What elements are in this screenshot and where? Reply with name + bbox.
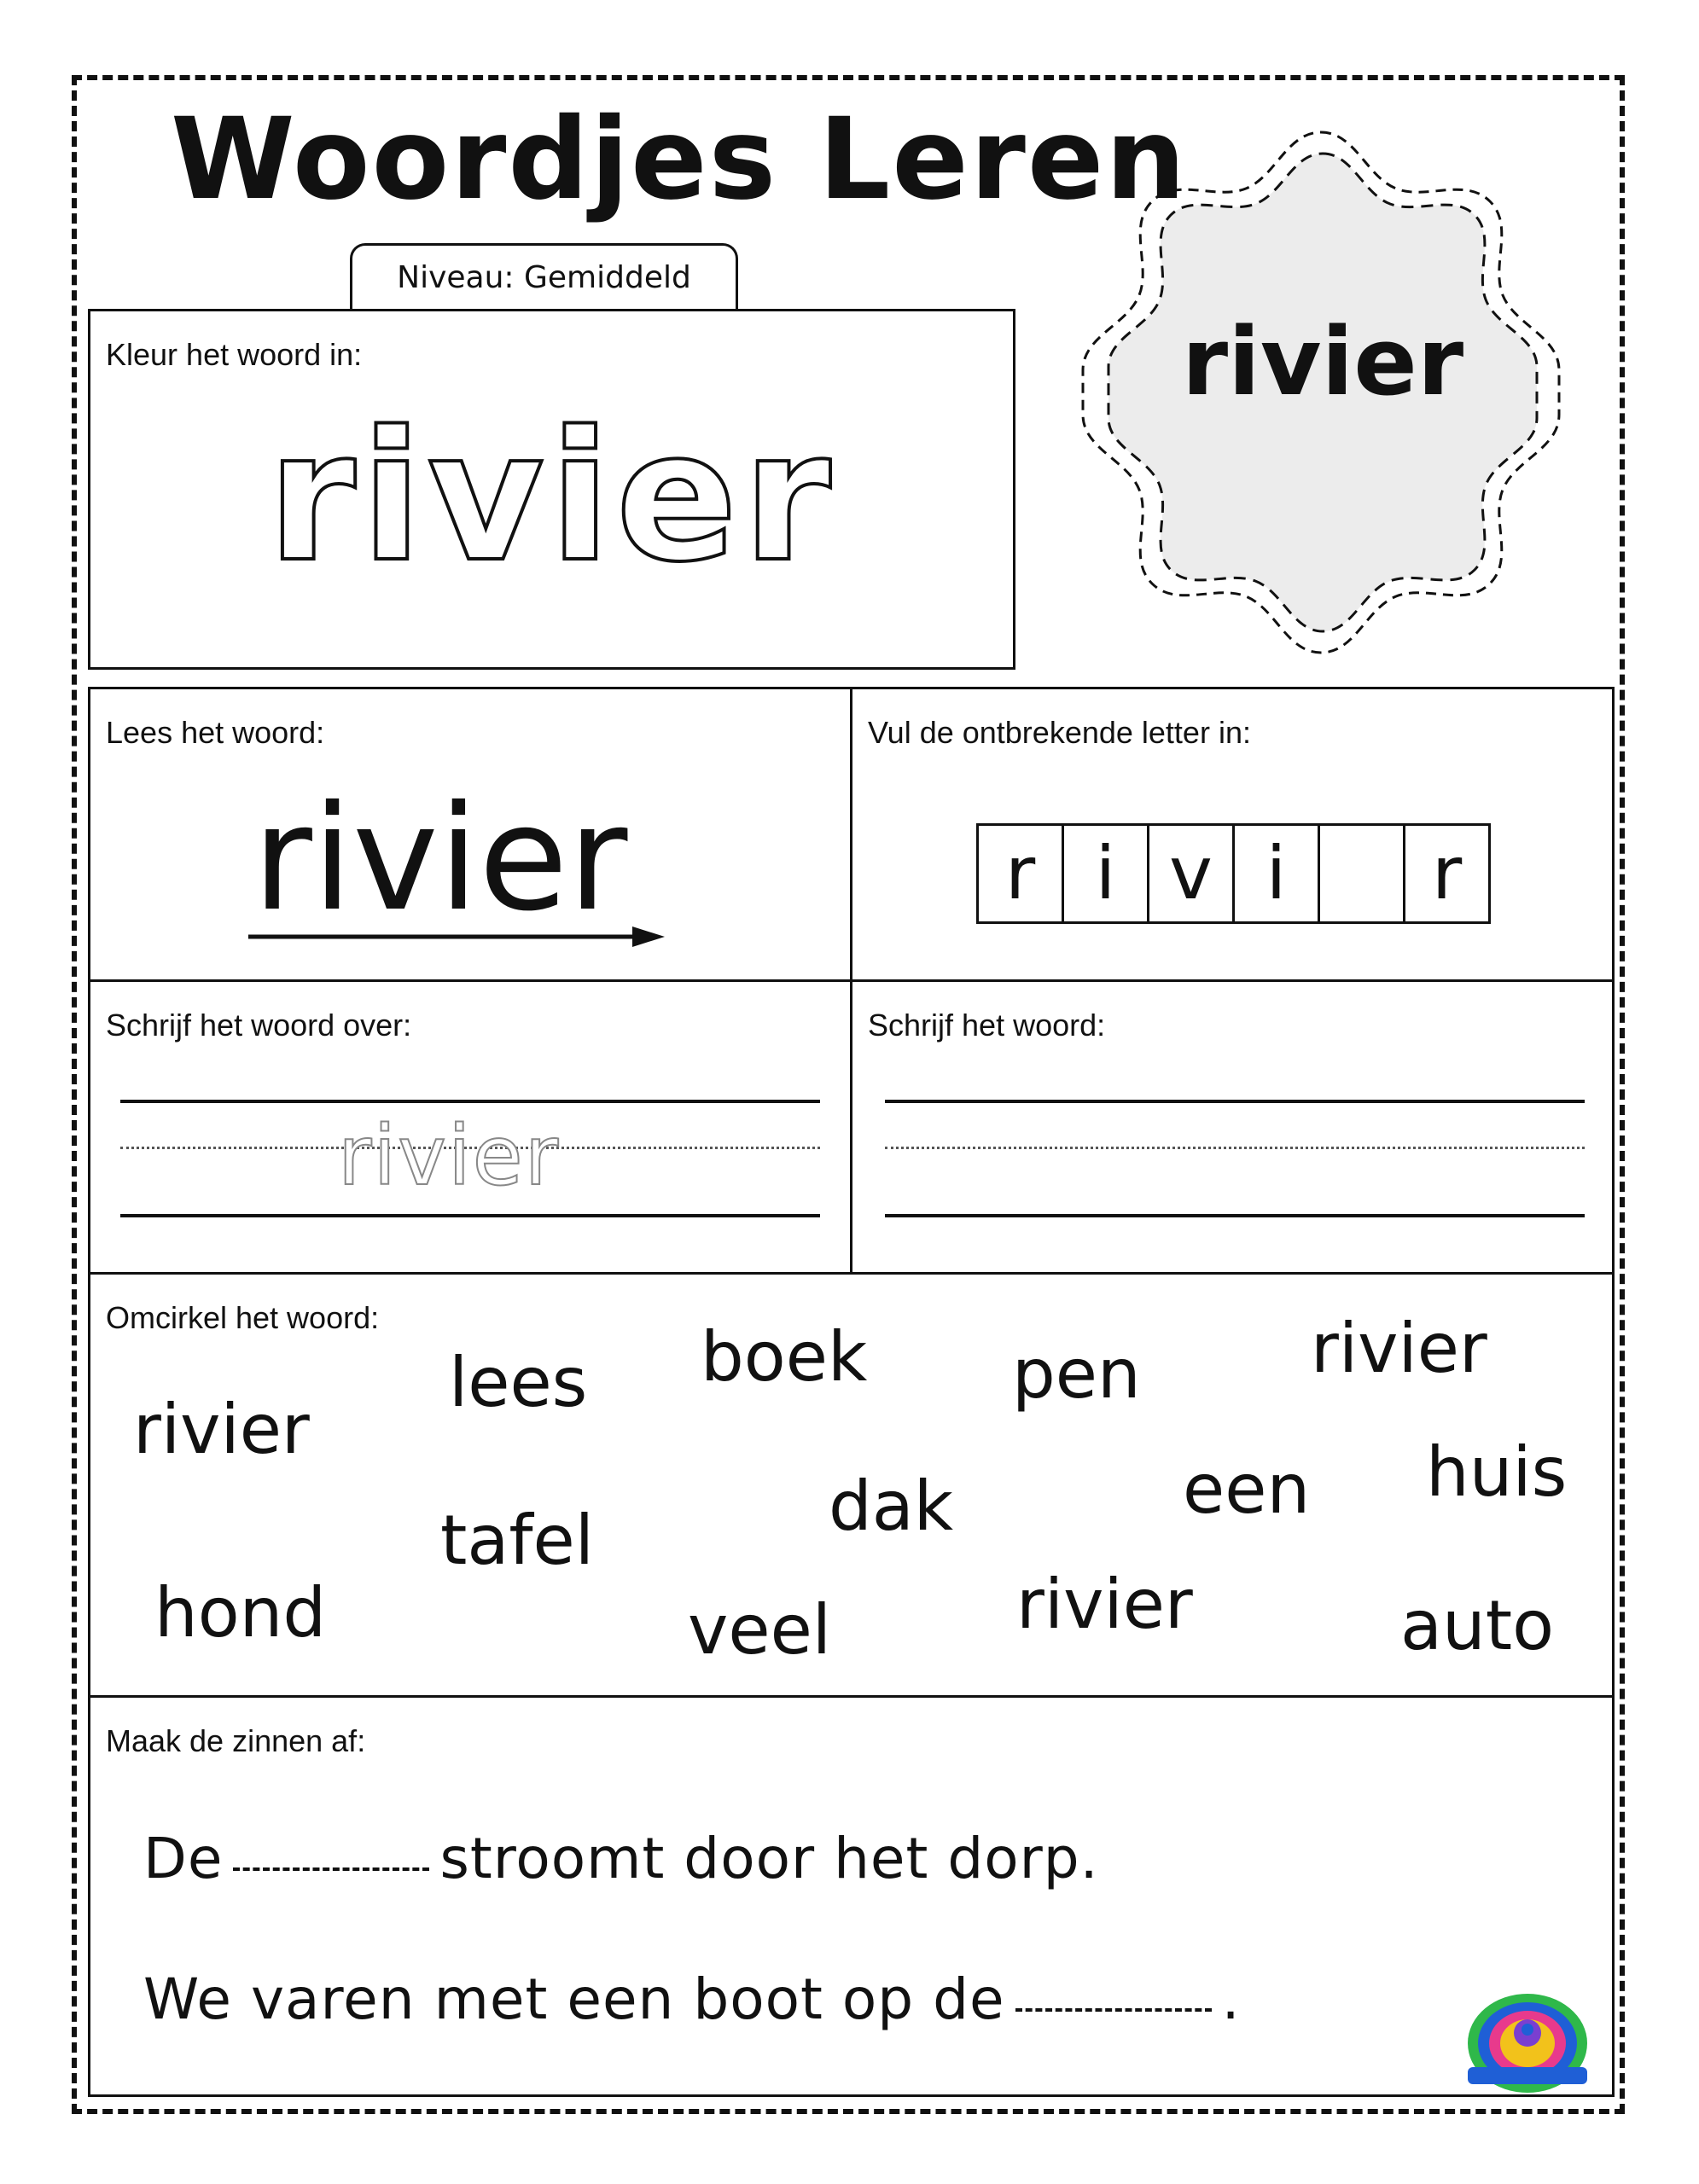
circle-label: Omcirkel het woord: — [106, 1300, 380, 1335]
sentence-2 — [143, 1966, 1241, 2032]
word-option[interactable]: een — [1183, 1449, 1311, 1529]
color-in-outline-word: rivier — [267, 392, 836, 601]
copy-section — [88, 979, 852, 1275]
sentence-1-blank[interactable] — [233, 1867, 429, 1871]
word-option[interactable]: hond — [154, 1573, 327, 1653]
word-option[interactable]: rivier — [1016, 1565, 1193, 1644]
word-option[interactable]: tafel — [440, 1501, 594, 1580]
letter-box: v — [1147, 823, 1235, 924]
level-tab: Niveau: Gemiddeld — [350, 243, 738, 310]
word-option[interactable]: veel — [688, 1590, 832, 1670]
fill-letter-label: Vul de ontbrekende letter in: — [868, 715, 1251, 750]
writing-line-bottom[interactable] — [885, 1214, 1585, 1217]
word-option[interactable]: lees — [449, 1343, 588, 1422]
trace-word: rivier — [338, 1108, 561, 1204]
letter-box: r — [976, 823, 1064, 924]
logo-banner — [1468, 2067, 1587, 2084]
peacock-logo-icon — [1463, 1984, 1591, 2094]
page-title: Woordjes Leren — [171, 94, 1188, 225]
writing-line-bottom[interactable] — [120, 1214, 820, 1217]
copy-label: Schrijf het woord over: — [106, 1008, 412, 1043]
sentence-1-start: De — [143, 1826, 224, 1891]
word-option[interactable]: rivier — [133, 1390, 310, 1469]
letter-boxes — [979, 823, 1491, 924]
sentence-2-end: . — [1221, 1966, 1241, 2032]
color-in-section — [88, 309, 1015, 670]
write-section — [850, 979, 1615, 1275]
fill-letter-section — [850, 687, 1615, 982]
sentence-2-blank[interactable] — [1015, 2008, 1212, 2012]
circle-section — [88, 1272, 1615, 1698]
letter-box: r — [1403, 823, 1491, 924]
sentences-label: Maak de zinnen af: — [106, 1723, 366, 1758]
word-option[interactable]: dak — [829, 1467, 954, 1546]
missing-letter-box[interactable] — [1318, 823, 1405, 924]
word-option[interactable]: huis — [1426, 1432, 1568, 1512]
word-option[interactable]: rivier — [1311, 1309, 1487, 1388]
star-word: rivier — [1181, 307, 1464, 416]
sentence-1-end: stroomt door het dorp. — [439, 1826, 1099, 1891]
writing-line-top — [885, 1100, 1585, 1103]
writing-line-middle — [885, 1147, 1585, 1149]
word-option[interactable]: boek — [701, 1317, 868, 1397]
write-label: Schrijf het woord: — [868, 1008, 1106, 1043]
letter-box: i — [1062, 823, 1149, 924]
read-label: Lees het woord: — [106, 715, 325, 750]
writing-line-top — [120, 1100, 820, 1103]
sentence-2-start: We varen met een boot op de — [143, 1966, 1005, 2032]
read-word: rivier — [253, 775, 628, 944]
reading-direction-arrow-icon — [248, 924, 666, 950]
letter-box: i — [1232, 823, 1320, 924]
sentence-1 — [143, 1826, 1099, 1891]
word-option[interactable]: pen — [1012, 1334, 1141, 1414]
color-in-label: Kleur het woord in: — [106, 337, 363, 372]
sentences-section — [88, 1695, 1615, 2097]
word-option[interactable]: auto — [1400, 1586, 1555, 1665]
read-section — [88, 687, 852, 982]
